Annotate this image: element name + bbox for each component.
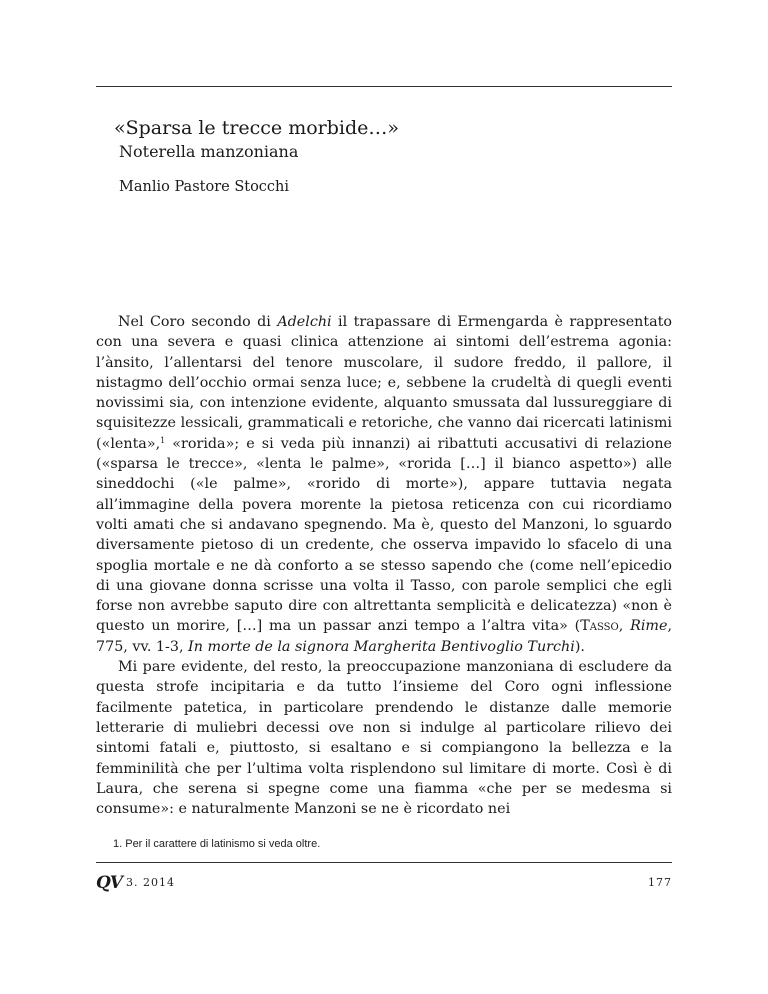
para1-author-name: Tasso [580, 618, 619, 635]
para1-text-1: Nel Coro secondo di [118, 314, 278, 330]
para1-text-6: ). [574, 638, 585, 655]
article-subtitle: Noterella manzoniana [119, 142, 299, 161]
bottom-rule [96, 862, 672, 863]
para1-text-5: , 775, vv. 1-3, [96, 618, 672, 655]
para1-text-3: «rorida»; e si veda più innanzi) ai ribattuti accusativi di relazione («sparsa le trecce», «lenta le palme», «rorida […] il bianco aspetto») alle sineddochi («le palme», «rorido di morte»), appare tuttavia negata all’immagine della povera morente la pietosa reticenza con cui ricordiamo volti amati che si andavano spegnendo. Ma è, questo del Manzoni, lo sguardo diversamente pietoso di un credente, che osserva impavido lo sfacelo di una spoglia mortale e ne dà conforto a se stesso sapendo che (come nell’epicedio di una giovane donna scrisse una volta il Tasso, con parole semplici che egli forse non avrebbe saputo dire con altrettanta semplicità e delicatezza) «non è questo un morire, […] ma un passar anzi tempo a l’altra vita» ( [96, 435, 672, 635]
para1-text-4: , [618, 618, 631, 635]
journal-logo: QV [96, 873, 122, 893]
para1-poem-title: In morte de la signora Margherita Bentivoglio Turchi [188, 638, 575, 655]
footnote-ref-1[interactable]: 1 [160, 435, 166, 445]
top-rule [96, 86, 672, 87]
para1-work-title: Adelchi [277, 314, 332, 330]
paragraph-2: Mi pare evidente, del resto, la preoccupazione manzoniana di escludere da questa strofe incipitaria e da tutto l’insieme del Coro ogni inflessione facilmente patetica, in particolare prendendo le distanze dalle memorie letterarie di muliebri decessi ove non si indulge al particolare rilievo dei sintomi fatali e, piuttosto, si esaltano e si compiangono la bellezza e la femminilità che per l’ultima volta risplendono sul limitare di morte. Così è di Laura, che serena si spegne come una fiamma «che per se medesma si consume»: e naturalmente Manzoni se ne è ricordato nei [96, 659, 672, 818]
para1-text-2: il trapassare di Ermengarda è rappresentato con una severa e quasi clinica attenzione ai sintomi dell’estrema agonia: l’ànsito, l’allentarsi del tenore muscolare, il sudore freddo, il pallore, il nistagmo dell’occhio ormai senza luce; e, sebbene la crudeltà di quegli eventi novissimi sia, con intenzione evidente, alquanto smussata dal lussureggiare di squisitezze lessicali, grammaticali e retoriche, che vanno dai ricercati latinismi («lenta», [96, 314, 672, 452]
body-text [96, 312, 672, 819]
paragraph-1 [96, 312, 672, 657]
issue-number: 3. 2014 [126, 876, 175, 889]
article-title: «Sparsa le trecce morbide…» [114, 117, 400, 139]
page-number: 177 [648, 876, 672, 889]
footnote-1: 1. Per il carattere di latinismo si veda oltre. [113, 838, 321, 850]
para1-source-title: Rime [630, 618, 668, 635]
article-author: Manlio Pastore Stocchi [119, 179, 290, 195]
